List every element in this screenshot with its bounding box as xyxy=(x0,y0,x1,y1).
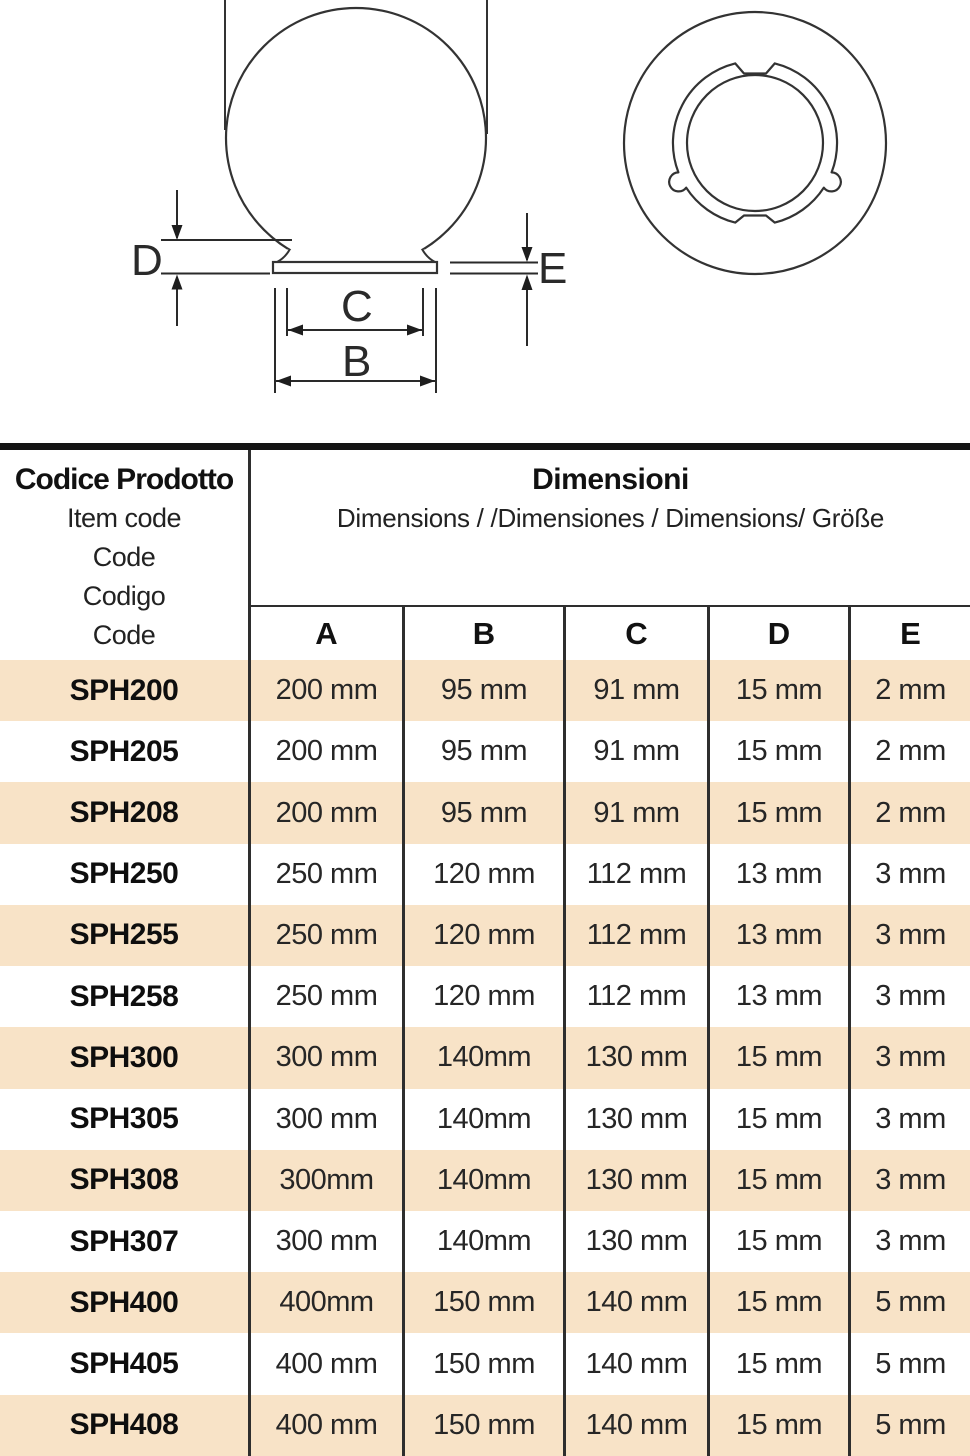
product-code: SPH200 xyxy=(69,673,179,707)
dim-value-e: 3 mm xyxy=(848,1150,970,1211)
dim-value-b: 95 mm xyxy=(402,782,563,843)
dim-value-e: 2 mm xyxy=(848,660,970,721)
product-code: SPH208 xyxy=(69,796,179,830)
dim-value-b: 95 mm xyxy=(402,721,563,782)
column-header-d: D xyxy=(707,605,848,660)
product-code-header xyxy=(0,450,248,660)
dim-value-c: 130 mm xyxy=(563,1211,707,1272)
dim-label-e: E xyxy=(538,244,567,293)
globe-side-view xyxy=(131,0,566,393)
dim-value-b: 120 mm xyxy=(402,905,563,966)
dimension-e xyxy=(450,213,566,346)
table-body xyxy=(0,660,970,1456)
dim-value-d: 13 mm xyxy=(707,905,848,966)
header-item-code: Item code xyxy=(66,503,182,533)
table-row xyxy=(0,1395,970,1456)
product-code: SPH307 xyxy=(69,1224,179,1258)
dim-value-e: 2 mm xyxy=(848,721,970,782)
product-code: SPH258 xyxy=(69,979,179,1013)
dim-value-c: 112 mm xyxy=(563,905,707,966)
dim-value-d: 15 mm xyxy=(707,1333,848,1394)
dim-value-e: 3 mm xyxy=(848,905,970,966)
dim-value-b: 140mm xyxy=(402,1150,563,1211)
table-header xyxy=(0,450,970,660)
header-codigo: Codigo xyxy=(82,581,166,611)
dim-value-c: 91 mm xyxy=(563,721,707,782)
dim-value-a: 300mm xyxy=(248,1150,402,1211)
opening-inner-circle xyxy=(687,75,823,211)
dim-value-e: 3 mm xyxy=(848,844,970,905)
dim-value-b: 150 mm xyxy=(402,1395,563,1456)
dim-value-e: 5 mm xyxy=(848,1272,970,1333)
column-header-e: E xyxy=(848,605,970,660)
dim-value-d: 15 mm xyxy=(707,1027,848,1088)
dim-value-b: 120 mm xyxy=(402,844,563,905)
dim-label-d: D xyxy=(131,236,162,285)
dim-value-c: 112 mm xyxy=(563,966,707,1027)
dim-value-b: 140mm xyxy=(402,1089,563,1150)
dim-value-c: 140 mm xyxy=(563,1333,707,1394)
dim-value-b: 150 mm xyxy=(402,1333,563,1394)
dim-value-c: 130 mm xyxy=(563,1150,707,1211)
dim-value-b: 120 mm xyxy=(402,966,563,1027)
column-header-b: B xyxy=(402,605,563,660)
dim-value-b: 95 mm xyxy=(402,660,563,721)
dim-value-a: 400 mm xyxy=(248,1395,402,1456)
dim-value-a: 250 mm xyxy=(248,966,402,1027)
product-code: SPH405 xyxy=(69,1347,179,1381)
dim-value-d: 15 mm xyxy=(707,1150,848,1211)
header-codice-prodotto: Codice Prodotto xyxy=(14,463,234,496)
dim-value-c: 140 mm xyxy=(563,1395,707,1456)
dimensions-table xyxy=(0,443,970,1456)
table-row xyxy=(0,905,970,966)
dim-value-e: 2 mm xyxy=(848,782,970,843)
table-row xyxy=(0,1150,970,1211)
dimension-c xyxy=(287,282,423,336)
table-row xyxy=(0,1089,970,1150)
dim-value-b: 140mm xyxy=(402,1027,563,1088)
dim-value-d: 15 mm xyxy=(707,1395,848,1456)
product-code: SPH408 xyxy=(69,1408,179,1442)
dim-value-d: 15 mm xyxy=(707,782,848,843)
product-code: SPH400 xyxy=(69,1285,179,1319)
dim-value-a: 300 mm xyxy=(248,1089,402,1150)
technical-drawing xyxy=(0,0,970,443)
dim-value-d: 15 mm xyxy=(707,660,848,721)
dim-value-d: 15 mm xyxy=(707,1272,848,1333)
dim-value-e: 5 mm xyxy=(848,1395,970,1456)
dim-value-c: 140 mm xyxy=(563,1272,707,1333)
table-row xyxy=(0,782,970,843)
dim-value-e: 3 mm xyxy=(848,966,970,1027)
table-row xyxy=(0,721,970,782)
dim-value-c: 130 mm xyxy=(563,1027,707,1088)
dim-value-a: 200 mm xyxy=(248,721,402,782)
dim-value-c: 112 mm xyxy=(563,844,707,905)
dim-value-a: 300 mm xyxy=(248,1027,402,1088)
product-code: SPH300 xyxy=(69,1040,179,1074)
table-row xyxy=(0,660,970,721)
product-code: SPH305 xyxy=(69,1102,179,1136)
dim-value-e: 3 mm xyxy=(848,1211,970,1272)
product-code: SPH250 xyxy=(69,857,179,891)
header-dimensions-subtitle: Dimensions / /Dimensiones / Dimensions/ Größe xyxy=(336,503,885,533)
dim-value-d: 13 mm xyxy=(707,966,848,1027)
flange-plate xyxy=(273,262,437,273)
table-row xyxy=(0,1027,970,1088)
dim-value-a: 400mm xyxy=(248,1272,402,1333)
sphere-outline xyxy=(226,8,486,268)
dim-value-e: 3 mm xyxy=(848,1027,970,1088)
dim-value-a: 300 mm xyxy=(248,1211,402,1272)
fitter-top-view xyxy=(624,12,886,274)
dim-value-d: 15 mm xyxy=(707,721,848,782)
header-code-2: Code xyxy=(92,620,156,650)
dim-value-a: 200 mm xyxy=(248,782,402,843)
table-row xyxy=(0,966,970,1027)
dimensions-header xyxy=(248,450,970,605)
dim-value-e: 5 mm xyxy=(848,1333,970,1394)
header-dimensioni: Dimensioni xyxy=(532,463,689,496)
product-code: SPH308 xyxy=(69,1163,179,1197)
table-row xyxy=(0,1333,970,1394)
dim-value-e: 3 mm xyxy=(848,1089,970,1150)
dim-value-d: 13 mm xyxy=(707,844,848,905)
dim-value-a: 400 mm xyxy=(248,1333,402,1394)
dim-label-c: C xyxy=(341,282,372,331)
dim-value-c: 91 mm xyxy=(563,660,707,721)
table-row xyxy=(0,844,970,905)
dim-value-d: 15 mm xyxy=(707,1089,848,1150)
header-code: Code xyxy=(92,542,156,572)
table-top-border xyxy=(0,443,970,450)
dim-value-b: 150 mm xyxy=(402,1272,563,1333)
dim-value-d: 15 mm xyxy=(707,1211,848,1272)
product-code: SPH205 xyxy=(69,734,179,768)
table-row xyxy=(0,1272,970,1333)
dim-value-c: 130 mm xyxy=(563,1089,707,1150)
dim-value-a: 200 mm xyxy=(248,660,402,721)
column-header-a: A xyxy=(248,605,402,660)
dim-label-b: B xyxy=(342,337,371,386)
column-header-c: C xyxy=(563,605,707,660)
product-code: SPH255 xyxy=(69,918,179,952)
dim-value-b: 140mm xyxy=(402,1211,563,1272)
dim-value-a: 250 mm xyxy=(248,905,402,966)
dim-value-a: 250 mm xyxy=(248,844,402,905)
table-row xyxy=(0,1211,970,1272)
dim-value-c: 91 mm xyxy=(563,782,707,843)
